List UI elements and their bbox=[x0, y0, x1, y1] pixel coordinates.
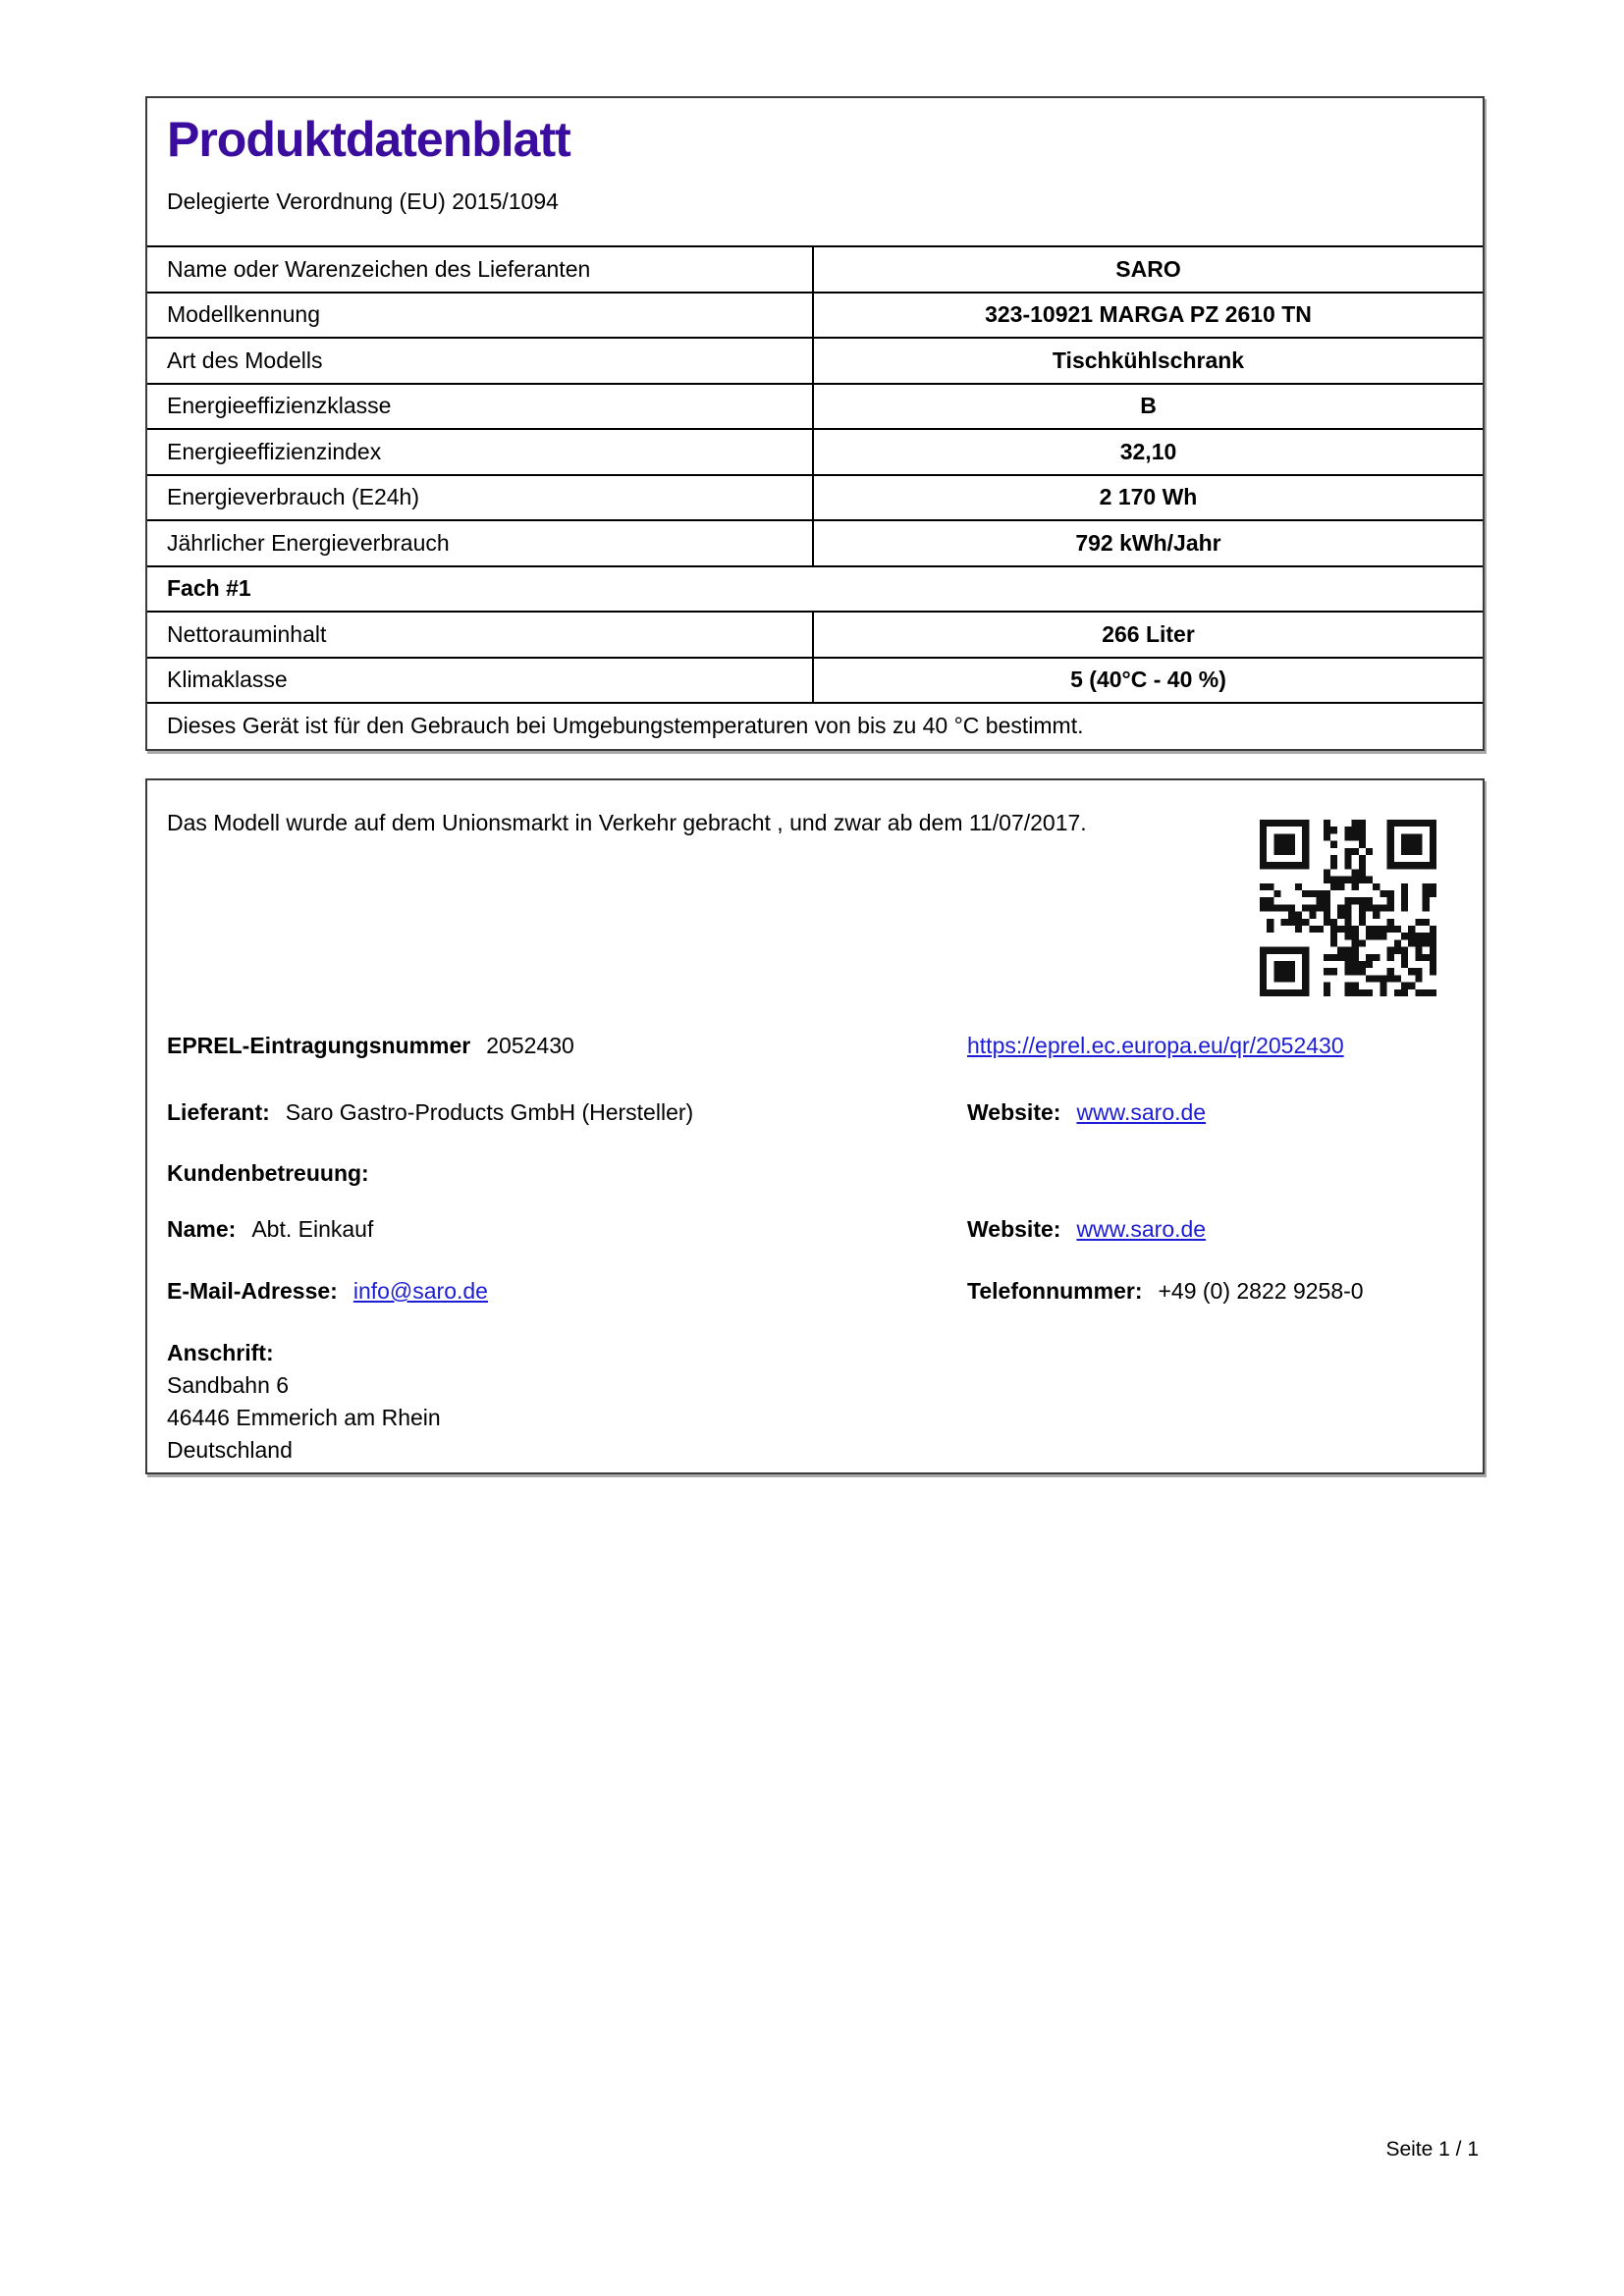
eprel-label: EPREL-Eintragungsnummer bbox=[167, 1033, 471, 1058]
row-label: Energieeffizienzindex bbox=[147, 430, 814, 474]
row-label: Art des Modells bbox=[147, 339, 814, 383]
contact-name-label: Name: bbox=[167, 1216, 237, 1242]
eprel-number: 2052430 bbox=[486, 1033, 574, 1058]
row-label: Energieeffizienzklasse bbox=[147, 385, 814, 429]
phone-value: +49 (0) 2822 9258-0 bbox=[1158, 1278, 1364, 1304]
phone-row-right bbox=[967, 1278, 1364, 1305]
table-row bbox=[147, 245, 1483, 292]
email-label: E-Mail-Adresse: bbox=[167, 1278, 338, 1304]
spec-table bbox=[147, 245, 1483, 748]
phone-label: Telefonnummer: bbox=[967, 1278, 1143, 1304]
eprel-link[interactable]: https://eprel.ec.europa.eu/qr/2052430 bbox=[967, 1033, 1344, 1058]
table-row bbox=[147, 565, 1483, 612]
row-label: Klimaklasse bbox=[147, 659, 814, 703]
card-header bbox=[147, 98, 1483, 245]
row-label: Dieses Gerät ist für den Gebrauch bei Umgebungstemperaturen von bis zu 40 °C bestimmt. bbox=[167, 712, 1084, 738]
row-value: 5 (40°C - 40 %) bbox=[1070, 667, 1226, 693]
table-row bbox=[147, 383, 1483, 429]
qr-code bbox=[1260, 820, 1436, 996]
table-row bbox=[147, 428, 1483, 474]
page-number: Seite 1 / 1 bbox=[1385, 2138, 1479, 2161]
row-label: Fach #1 bbox=[167, 575, 251, 602]
page-title: Produktdatenblatt bbox=[167, 112, 570, 167]
website2-link[interactable]: www.saro.de bbox=[1076, 1216, 1207, 1242]
row-value: B bbox=[1140, 393, 1157, 419]
eprel-row-right bbox=[967, 1033, 1344, 1059]
product-datasheet-card bbox=[145, 96, 1485, 751]
row-value: 323-10921 MARGA PZ 2610 TN bbox=[985, 301, 1312, 328]
market-info-card bbox=[145, 778, 1485, 1474]
customer-care-heading bbox=[167, 1160, 385, 1187]
row-label: Energieverbrauch (E24h) bbox=[147, 476, 814, 520]
contact-name-value: Abt. Einkauf bbox=[251, 1216, 374, 1242]
row-value: 792 kWh/Jahr bbox=[1075, 529, 1221, 556]
row-label: Nettorauminhalt bbox=[147, 613, 814, 657]
row-label: Jährlicher Energieverbrauch bbox=[147, 521, 814, 565]
table-row bbox=[147, 337, 1483, 383]
supplier-row-left bbox=[167, 1099, 693, 1126]
website-link[interactable]: www.saro.de bbox=[1076, 1099, 1207, 1125]
address-line-1: Sandbahn 6 bbox=[167, 1372, 290, 1398]
address-line-3: Deutschland bbox=[167, 1437, 293, 1463]
customer-care-label: Kundenbetreuung: bbox=[167, 1160, 369, 1186]
address-label: Anschrift: bbox=[167, 1340, 274, 1365]
supplier-label: Lieferant: bbox=[167, 1099, 270, 1125]
website-label: Website: bbox=[967, 1099, 1061, 1125]
row-value: 2 170 Wh bbox=[1099, 484, 1198, 510]
table-row bbox=[147, 702, 1483, 748]
table-row bbox=[147, 474, 1483, 520]
regulation-subtitle: Delegierte Verordnung (EU) 2015/1094 bbox=[167, 188, 559, 214]
row-label: Name oder Warenzeichen des Lieferanten bbox=[147, 247, 814, 292]
row-label: Modellkennung bbox=[147, 294, 814, 338]
table-row bbox=[147, 657, 1483, 703]
table-row bbox=[147, 611, 1483, 657]
email-row-left bbox=[167, 1278, 488, 1305]
table-row bbox=[147, 292, 1483, 338]
row-value: SARO bbox=[1115, 255, 1181, 282]
market-intro-text: Das Modell wurde auf dem Unionsmarkt in Verkehr gebracht , und zwar ab dem 11/07/2017. bbox=[167, 810, 1087, 835]
supplier-row-right bbox=[967, 1099, 1206, 1126]
row-value: 32,10 bbox=[1119, 438, 1177, 464]
supplier-value: Saro Gastro-Products GmbH (Hersteller) bbox=[285, 1099, 694, 1125]
email-link[interactable]: info@saro.de bbox=[352, 1278, 488, 1304]
contact-name-row-right bbox=[967, 1216, 1206, 1243]
row-value: Tischkühlschrank bbox=[1052, 347, 1245, 373]
row-value: 266 Liter bbox=[1102, 620, 1195, 647]
contact-name-row-left bbox=[167, 1216, 373, 1243]
website2-label: Website: bbox=[967, 1216, 1061, 1242]
address-heading bbox=[167, 1340, 290, 1366]
address-line-2: 46446 Emmerich am Rhein bbox=[167, 1405, 441, 1430]
table-row bbox=[147, 519, 1483, 565]
eprel-row-left bbox=[167, 1033, 574, 1059]
